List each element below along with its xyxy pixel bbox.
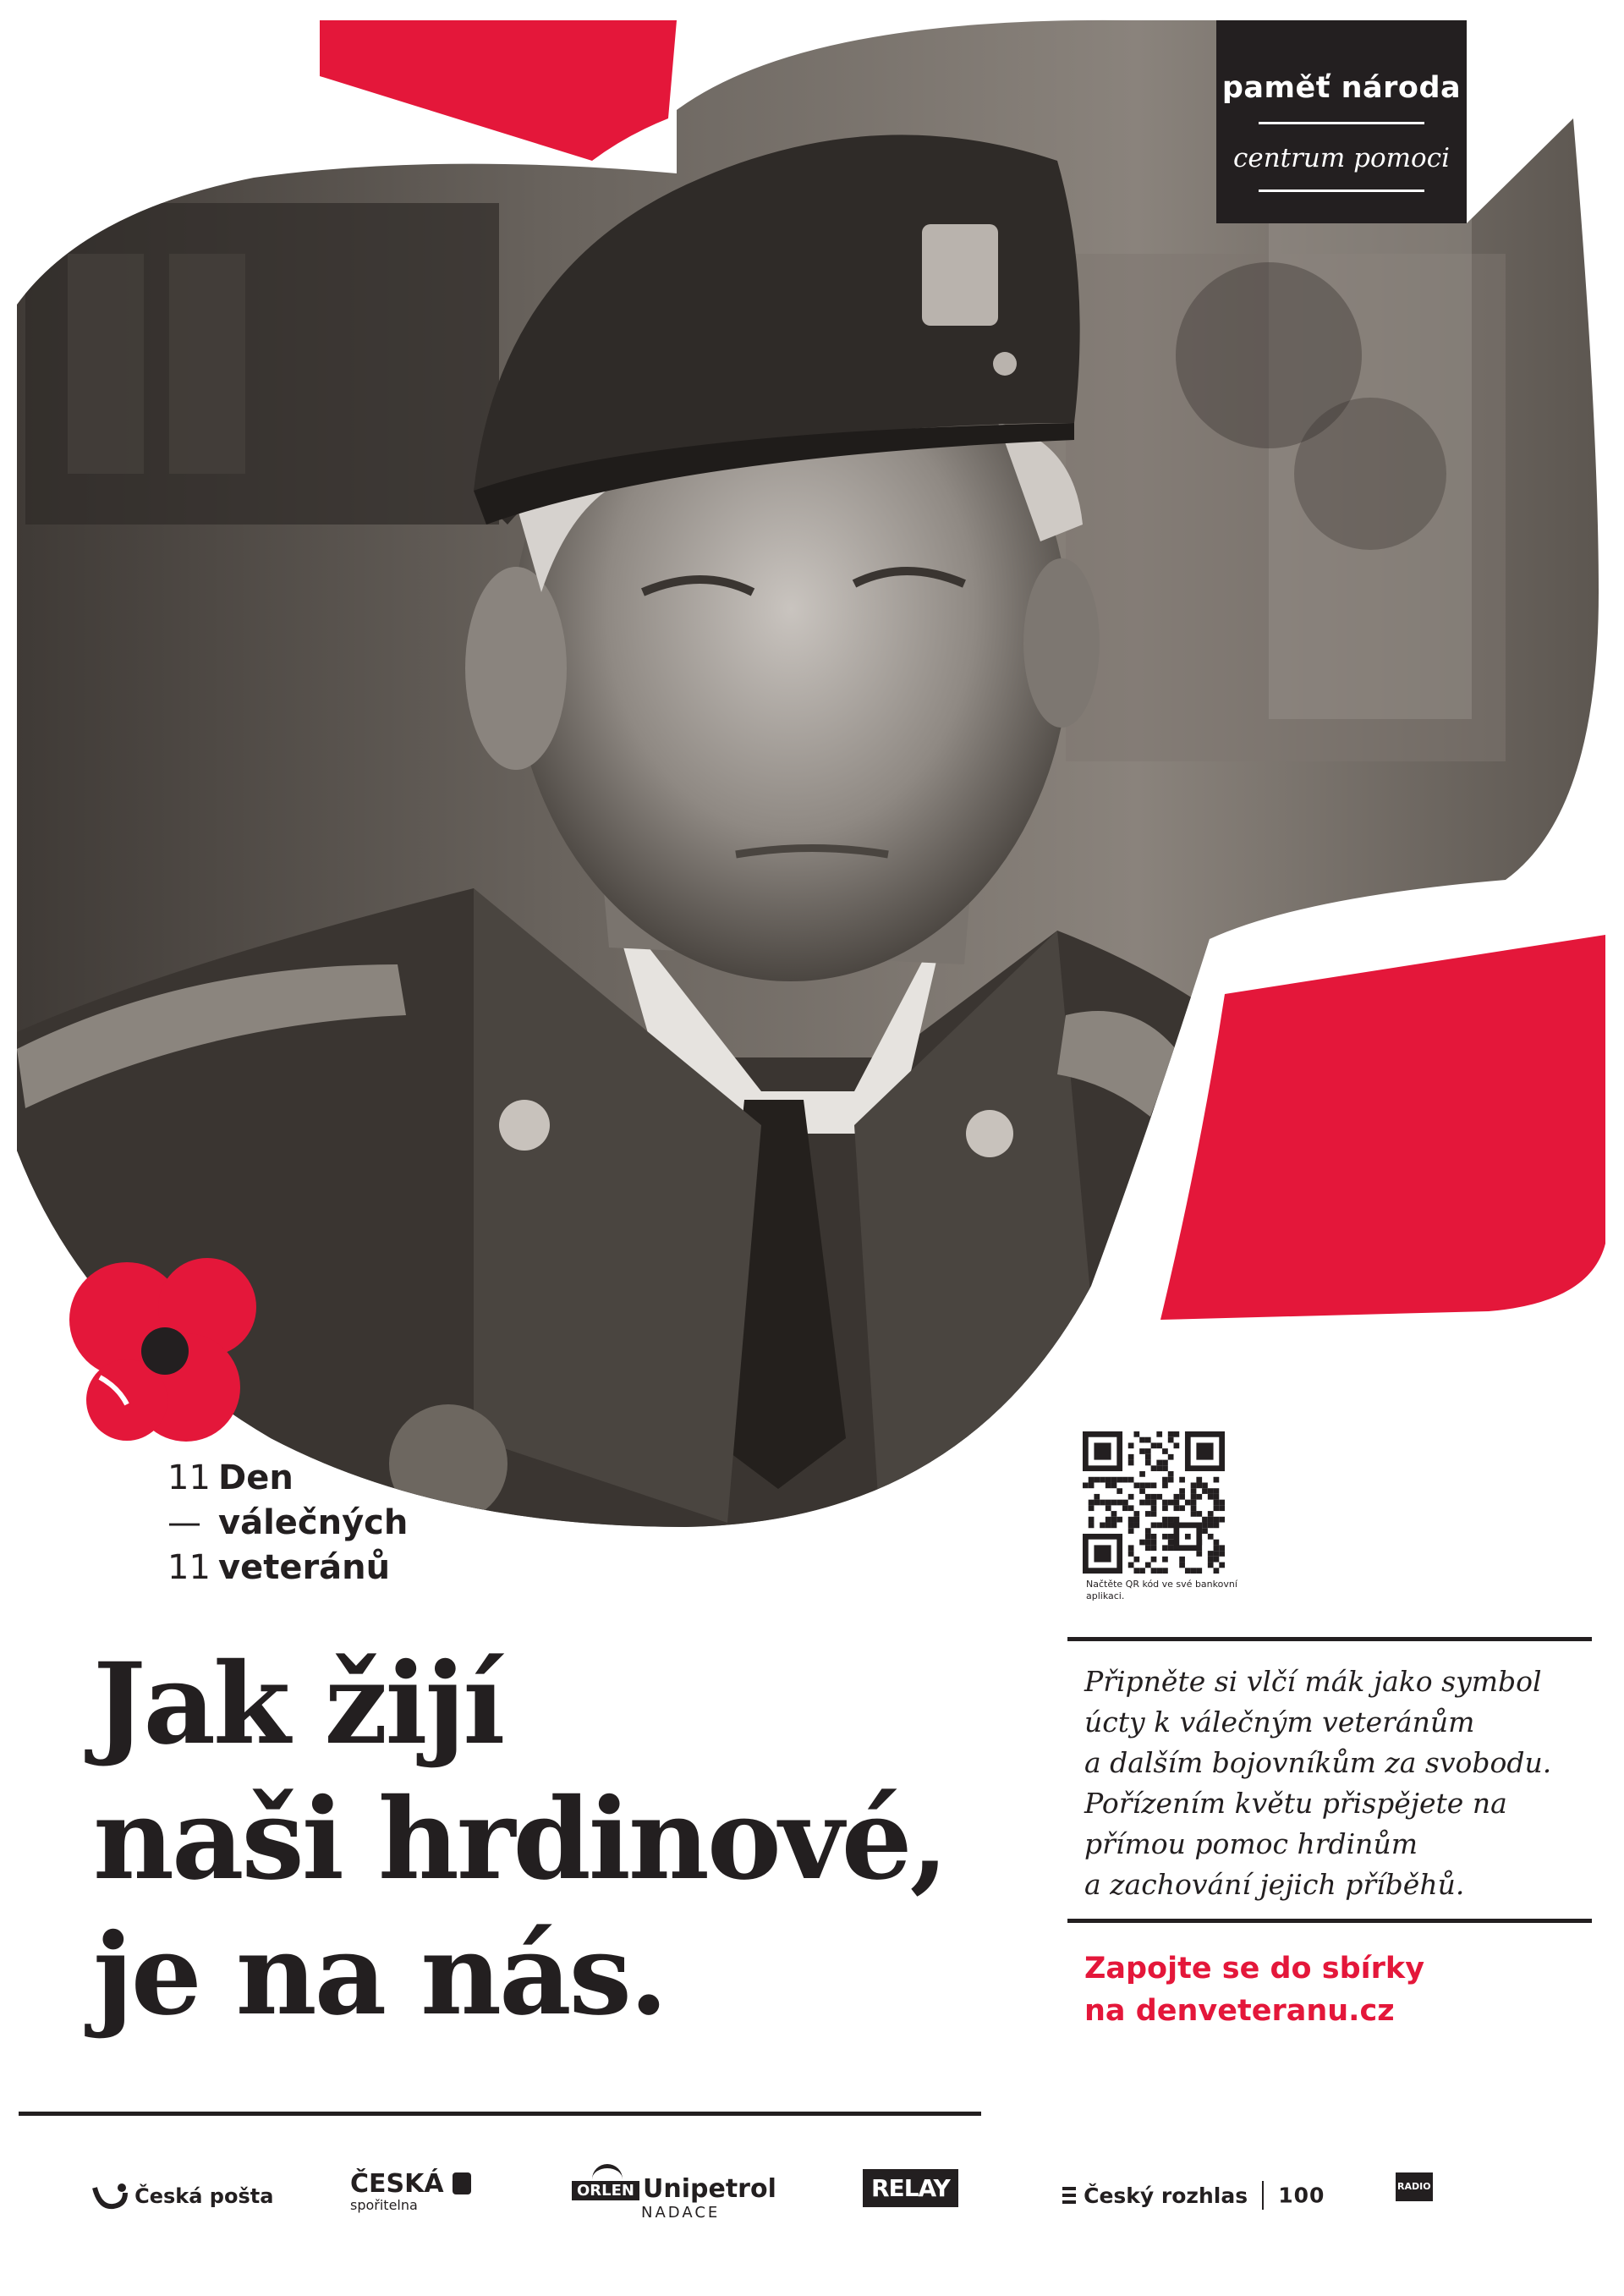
- unipetrol-label: Unipetrol: [643, 2174, 776, 2204]
- pledge-line: Pořízením květu přispějete na: [1084, 1787, 1507, 1820]
- donation-qr-code[interactable]: [1083, 1431, 1225, 1574]
- headline-line: Jak žijí: [93, 1639, 503, 1770]
- cesky-rozhlas-logo: [1062, 2181, 1325, 2210]
- ceska-posta-label: Česká pošta: [134, 2184, 274, 2208]
- post-horn-icon: [91, 2181, 130, 2211]
- pamet-naroda-logo: [1216, 20, 1467, 223]
- day-row: [167, 1546, 390, 1589]
- cesky-rozhlas-label: Český rozhlas: [1084, 2183, 1248, 2208]
- headline-line: naši hrdinové,: [93, 1774, 946, 1905]
- day-number: —: [167, 1503, 201, 1542]
- pledge-line: úcty k válečným veteránům: [1084, 1706, 1475, 1738]
- day-number: 11: [167, 1458, 211, 1497]
- orlen-label: ORLEN: [572, 2181, 639, 2200]
- orlen-unipetrol-logo: [572, 2169, 776, 2223]
- ceska-posta-logo: [91, 2181, 273, 2211]
- headline-line: je na nás.: [93, 1909, 666, 2041]
- qr-caption: Načtěte QR kód ve své bankovní aplikaci.: [1086, 1579, 1237, 1601]
- day-text: Den: [218, 1458, 294, 1497]
- red-shape-right: [1160, 935, 1605, 1320]
- day-row: [167, 1502, 408, 1544]
- divider-bottom: [1067, 1919, 1592, 1923]
- radio1-label: RADIO 1: [1396, 2172, 1433, 2201]
- divider-top: [1067, 1637, 1592, 1641]
- day-row: [167, 1457, 294, 1499]
- partner-logos: [0, 2166, 1624, 2233]
- pledge-line: a dalším bojovníkům za svobodu.: [1084, 1746, 1552, 1779]
- cta-link[interactable]: na denveteranu.cz: [1084, 1994, 1395, 2028]
- ceska-sporitelna-bottom: spořitelna: [350, 2197, 418, 2213]
- sporitelna-s-icon: [453, 2172, 471, 2194]
- radio1-logo: [1396, 2172, 1441, 2201]
- ceska-sporitelna-top: ČESKÁ: [350, 2169, 444, 2199]
- pledge-line: a zachování jejich příběhů.: [1084, 1868, 1465, 1901]
- logo-divider-top: [1259, 122, 1424, 124]
- rozhlas-separator: [1262, 2181, 1264, 2210]
- relay-logo: [863, 2169, 958, 2207]
- nadace-label: NADACE: [641, 2204, 721, 2222]
- pledge-line: přímou pomoc hrdinům: [1084, 1827, 1418, 1860]
- logo-subtitle: centrum pomoci: [1232, 143, 1450, 173]
- qr-code-icon: [1083, 1431, 1225, 1574]
- pledge-line: Připněte si vlčí mák jako symbol: [1084, 1665, 1542, 1698]
- divider-bottom-left: [19, 2112, 981, 2116]
- relay-label: RELAY: [863, 2169, 958, 2207]
- cta-line: Zapojte se do sbírky: [1084, 1952, 1425, 1986]
- day-text: veteránů: [218, 1548, 391, 1587]
- logo-divider-bottom: [1259, 190, 1424, 192]
- logo-title: paměť národa: [1221, 71, 1462, 105]
- rozhlas-menu-icon: [1062, 2187, 1076, 2204]
- ceska-sporitelna-logo: [350, 2171, 471, 2213]
- day-text: válečných: [218, 1503, 409, 1542]
- day-number: 11: [167, 1548, 211, 1587]
- red-shape-top: [320, 20, 677, 161]
- poppy-icon: [69, 1258, 256, 1442]
- rozhlas-100-label: 100: [1278, 2183, 1325, 2208]
